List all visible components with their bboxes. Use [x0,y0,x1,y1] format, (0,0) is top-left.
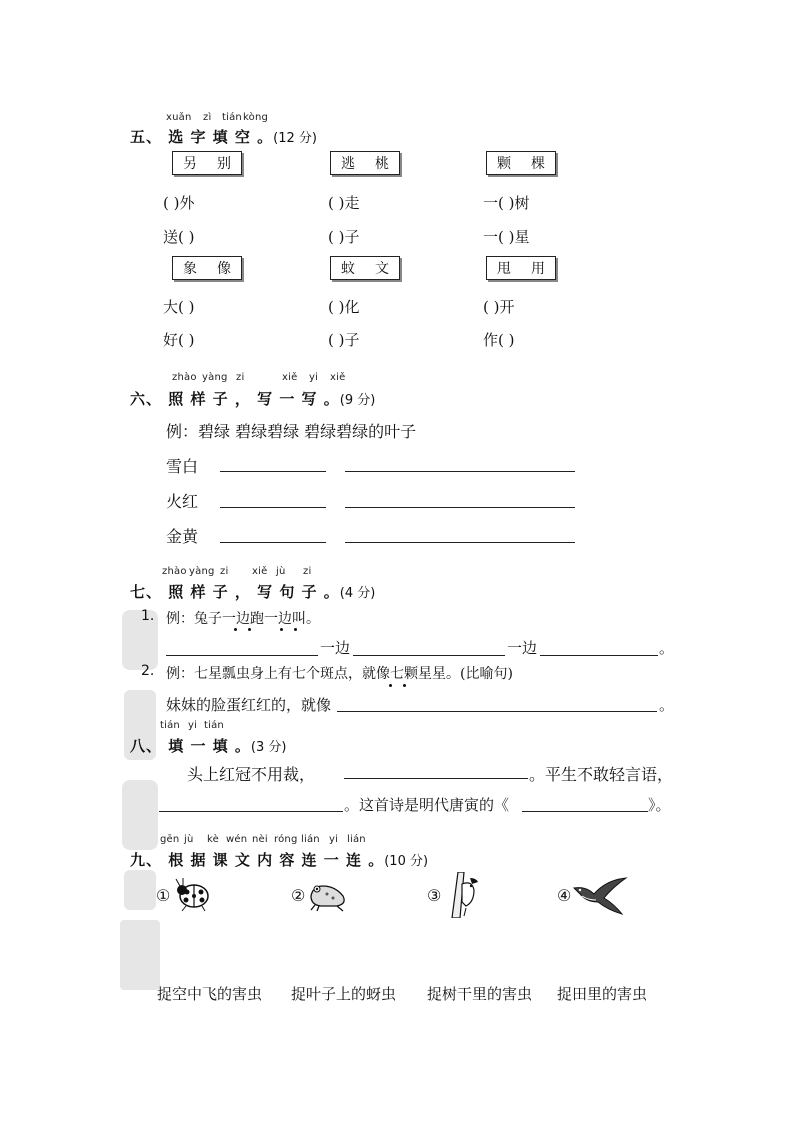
emphasis-dot [294,628,297,631]
section-title-text: 七、 照 样 子 ， 写 句 子 。 [130,583,340,601]
fill-blank-item[interactable]: ( )走 [328,194,360,212]
section-title [130,581,375,602]
char-choice-box [330,151,400,175]
char-choice-box [486,151,556,175]
pinyin: tián [204,720,224,731]
char-choice-box [486,256,556,280]
pinyin: yi [329,834,339,845]
word-label: 火红 [166,492,199,511]
frog-icon[interactable] [307,878,349,912]
pinyin: xiě [282,372,298,383]
pinyin: jù [184,834,194,845]
char-option: 甩 [497,261,511,277]
item-number: ④ [557,886,572,905]
match-option[interactable]: 捉空中飞的害虫 [157,985,263,1003]
fill-blank-item[interactable]: 作( ) [483,331,515,349]
fill-blank-item[interactable]: ( )子 [328,228,360,246]
emphasis-dot [389,684,392,687]
pinyin: kòng [243,112,269,123]
match-option[interactable]: 捉树干里的害虫 [427,985,533,1003]
fill-blank-item[interactable]: ( )开 [483,298,515,316]
pinyin: jù [276,566,286,577]
end-mark: 。 [659,639,675,657]
pinyin: xiě [330,372,346,383]
fill-blank-item[interactable]: ( )化 [328,298,360,316]
match-option[interactable]: 捉叶子上的蚜虫 [291,985,397,1003]
section-title-text: 八、 填 一 填 。 [130,737,251,755]
answer-line[interactable] [353,655,505,656]
section-title [130,849,428,870]
woodpecker-icon[interactable] [444,872,480,918]
example-text: 例：碧绿 碧绿碧绿 碧绿碧绿的叶子 [166,422,417,441]
char-option: 别 [217,156,231,172]
char-option: 象 [183,261,197,277]
answer-line[interactable] [345,542,575,543]
poem-text: 。平生不敢轻言语， [529,765,674,784]
char-option: 文 [375,261,389,277]
connector-text: 一边 [507,639,538,657]
word-label: 金黄 [166,527,199,546]
section-title-text: 六、 照 样 子 ， 写 一 写 。 [130,390,340,408]
pinyin: yàng [202,372,228,383]
fill-blank-item[interactable]: ( )外 [163,194,195,212]
pinyin: wén [226,834,248,845]
connector-text: 一边 [320,639,351,657]
answer-line[interactable] [345,507,575,508]
item-number: ② [291,886,306,905]
section-points: (9 分) [339,393,376,408]
prompt-text: 妹妹的脸蛋红红的，就像 [166,696,332,714]
section-title [130,126,317,147]
word-label: 雪白 [166,457,199,476]
char-choice-box [172,256,242,280]
char-option: 棵 [531,156,545,172]
emphasis-dot [248,628,251,631]
answer-line[interactable] [522,811,648,812]
pinyin: zhào [162,566,187,577]
answer-line[interactable] [540,655,658,656]
pinyin: lián [347,834,366,845]
fill-blank-item[interactable]: ( )子 [328,331,360,349]
pinyin: zì [203,112,212,123]
char-choice-box [330,256,400,280]
pinyin: xiě [252,566,268,577]
swallow-icon[interactable] [572,874,628,916]
pinyin: xuǎn [166,112,192,123]
pinyin: yàng [189,566,215,577]
match-option[interactable]: 捉田里的害虫 [557,985,648,1003]
example-sentence: 例：七星瓢虫身上有七个斑点，就像七颗星星。(比喻句) [166,666,513,682]
section-title-text: 九、 根 据 课 文 内 容 连 一 连 。 [130,851,385,869]
pinyin: zhào [172,372,197,383]
section-points: (10 分) [384,854,429,869]
section-title [130,735,286,756]
poem-text: 。这首诗是明代唐寅的《 [344,796,510,814]
char-option: 桃 [375,156,389,172]
poem-text: 头上红冠不用裁， [187,765,316,784]
pinyin: tián [222,112,242,123]
pinyin: zi [220,566,229,577]
item-number: ③ [427,886,442,905]
emphasis-dot [234,628,237,631]
emphasis-dot [280,628,283,631]
char-option: 像 [217,261,231,277]
pinyin: kè [207,834,219,845]
emphasis-dot [403,684,406,687]
question-number: 1. [141,608,155,624]
fill-blank-item[interactable]: 一( )星 [483,228,530,246]
section-title [130,388,375,409]
end-mark: 。 [659,696,675,714]
section-title-text: 五、 选 字 填 空 。 [130,128,274,146]
char-option: 逃 [341,156,355,172]
char-option: 颗 [497,156,511,172]
answer-line[interactable] [337,711,657,712]
pinyin: róng [274,834,298,845]
ladybug-icon[interactable] [172,876,212,912]
item-number: ① [156,886,171,905]
poem-text: 》。 [648,796,671,814]
question-number: 2. [141,663,155,679]
pinyin: tián [160,720,180,731]
answer-line[interactable] [220,471,326,472]
pinyin: zi [303,566,312,577]
fill-blank-item[interactable]: 一( )树 [483,194,530,212]
pinyin: yi [188,720,198,731]
fill-blank-item[interactable]: 大( ) [163,298,195,316]
answer-line[interactable] [220,542,326,543]
fill-blank-item[interactable]: 送( ) [163,228,195,246]
pinyin: gēn [160,834,180,845]
section-points: (3 分) [250,740,287,755]
example-sentence: 例：兔子一边跑一边叫。 [166,611,320,627]
pinyin: yi [309,372,319,383]
watermark-seal-icon [118,600,162,1000]
answer-line[interactable] [344,778,528,779]
pinyin: lián [301,834,320,845]
char-option: 蚊 [341,261,355,277]
answer-line[interactable] [166,655,318,656]
pinyin: nèi [252,834,268,845]
section-points: (4 分) [339,586,376,601]
answer-line[interactable] [220,507,326,508]
fill-blank-item[interactable]: 好( ) [163,331,195,349]
answer-line[interactable] [345,471,575,472]
char-option: 用 [531,261,545,277]
char-choice-box [172,151,242,175]
answer-line[interactable] [159,811,343,812]
pinyin: zi [236,372,245,383]
section-points: (12 分) [273,131,317,146]
char-option: 另 [183,156,197,172]
